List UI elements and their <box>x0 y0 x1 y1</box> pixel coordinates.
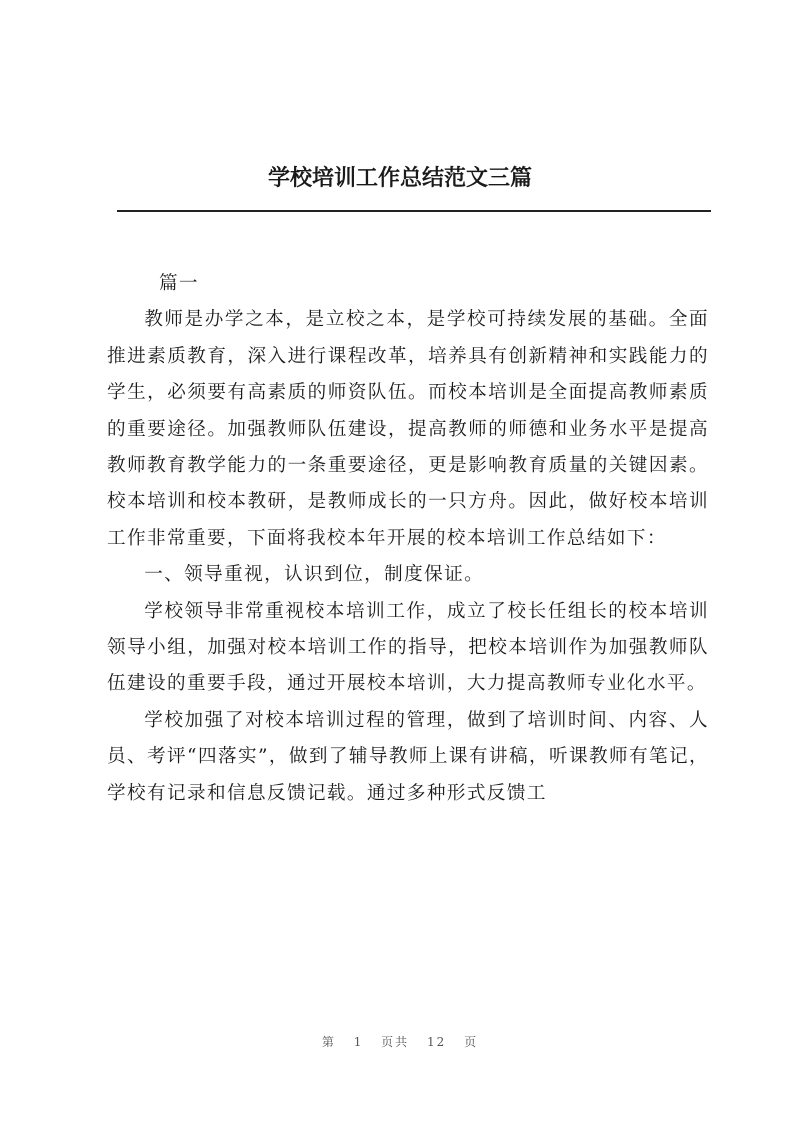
body-paragraph: 教师是办学之本，是立校之本，是学校可持续发展的基础。全面推进素质教育，深入进行课程改革，培养具有创新精神和实践能力的学生，必须要有高素质的师资队伍。而校本培训是全面提高教师素质的重要途径。加强教师队伍建设，提高教师的师德和业务水平是提高教师教育教学能力的一条重要途径，更是影响教育质量的关键因素。校本培训和校本教研，是教师成长的一只方舟。因此，做好校本培训工作非常重要，下面将我校本年开展的校本培训工作总结如下： <box>107 309 709 549</box>
document-body <box>107 266 709 812</box>
document-title: 学校培训工作总结范文三篇 <box>267 165 532 191</box>
page-footer: 第 1 页共 12 页 <box>321 1035 479 1049</box>
title-divider <box>117 210 711 212</box>
body-paragraph: 学校领导非常重视校本培训工作，成立了校长任组长的校本培训领导小组，加强对校本培训工作的指导，把校本培训作为加强教师队伍建设的重要手段，通过开展校本培训，大力提高教师专业化水平。 <box>107 600 709 695</box>
body-paragraph: 学校加强了对校本培训过程的管理，做到了培训时间、内容、人员、考评“四落实”，做到了辅导教师上课有讲稿，听课教师有笔记，学校有记录和信息反馈记载。通过多种形式反馈工 <box>107 709 709 804</box>
section-heading: 一、领导重视，认识到位，制度保证。 <box>144 564 485 586</box>
section-label: 篇一 <box>159 273 199 294</box>
